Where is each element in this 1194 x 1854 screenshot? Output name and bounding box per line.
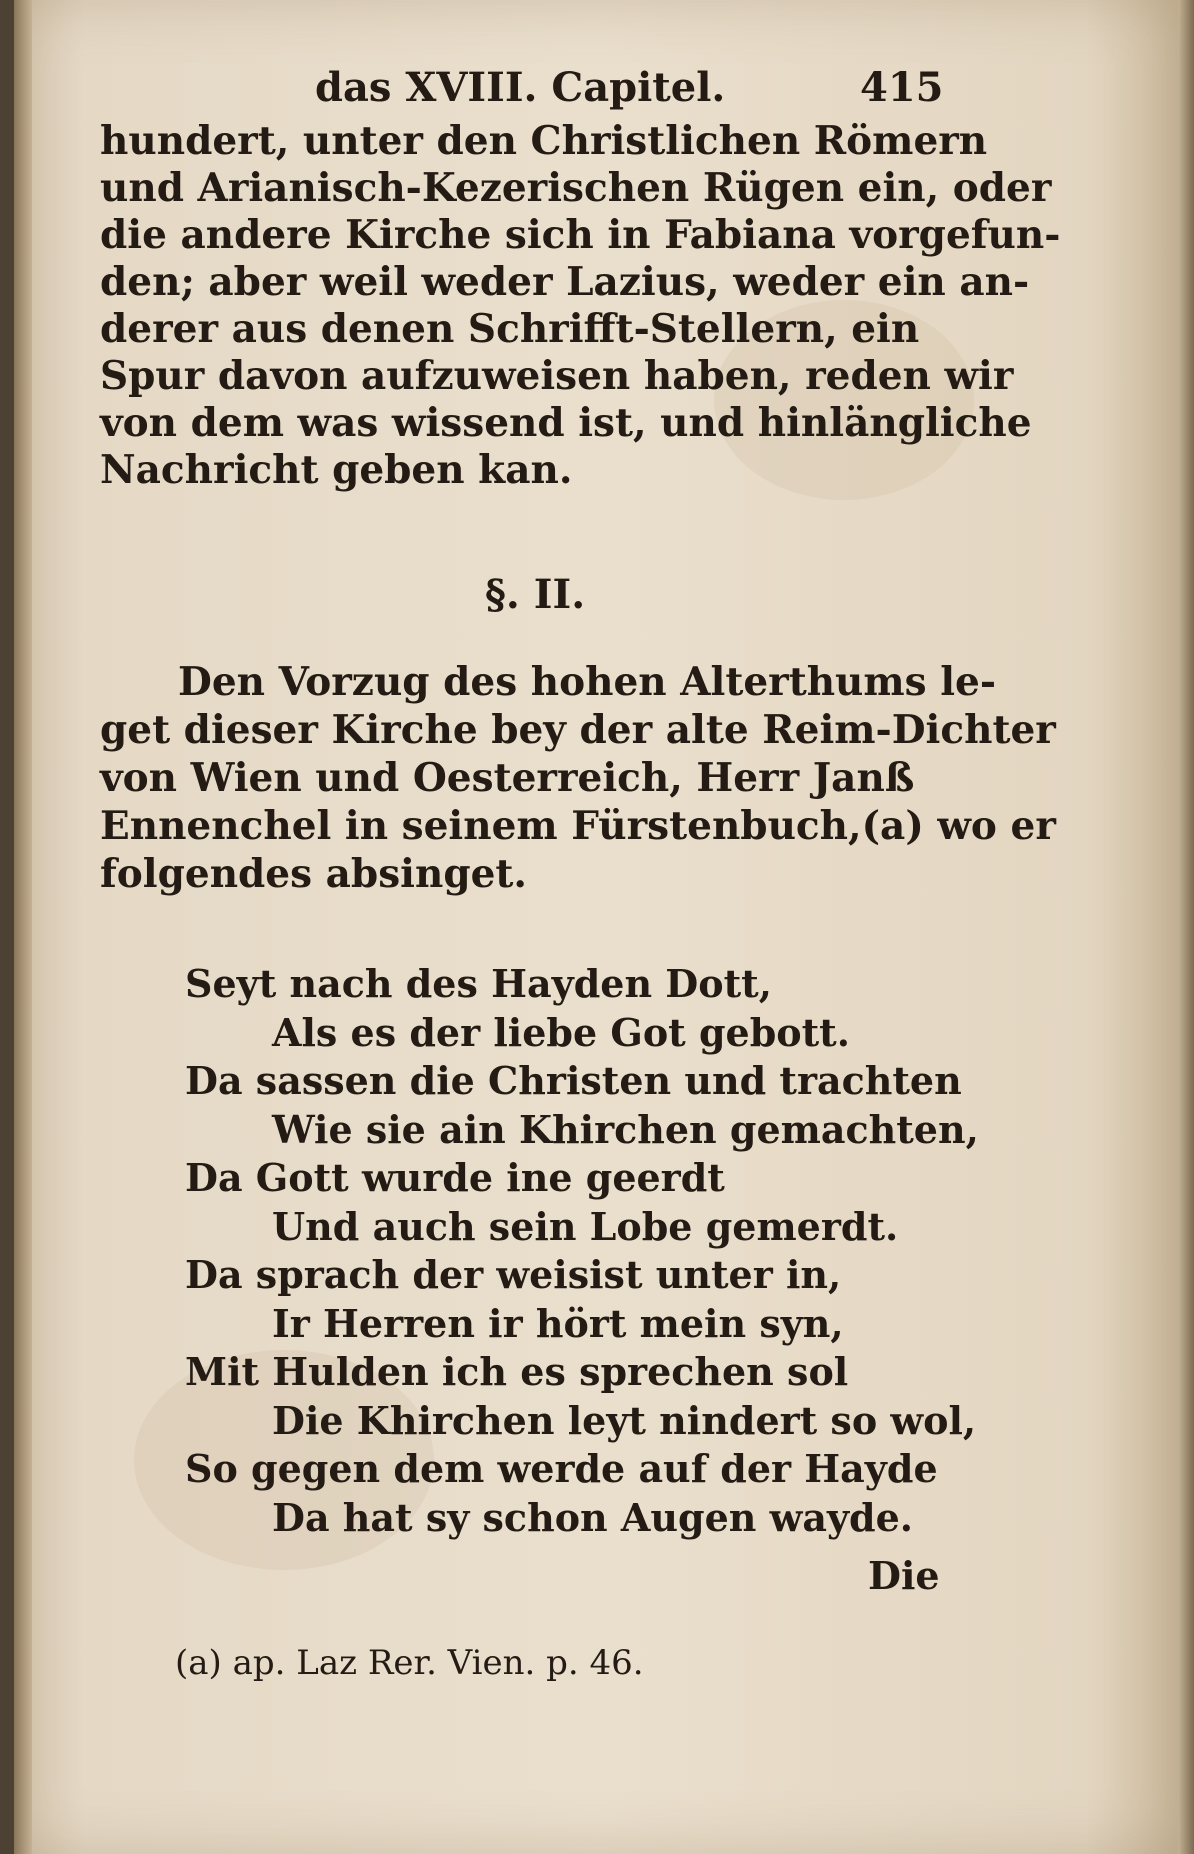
text-line: Nachricht geben kan. bbox=[100, 447, 573, 493]
page-right-edge bbox=[1178, 0, 1194, 1854]
verse-line: Ir Herren ir hört mein syn, bbox=[272, 1300, 844, 1346]
text-line: von dem was wissend ist, und hinlängliche bbox=[100, 400, 1032, 446]
verse-line: Wie sie ain Khirchen gemachten, bbox=[272, 1106, 979, 1152]
text-line: get dieser Kirche bey der alte Reim-Dichter bbox=[100, 707, 1056, 753]
book-spine-edge bbox=[14, 0, 32, 1854]
chapter-title: das XVIII. Capitel. bbox=[315, 64, 726, 111]
text-line: die andere Kirche sich in Fabiana vorgefun- bbox=[100, 212, 1061, 258]
catchword: Die bbox=[868, 1553, 940, 1598]
paragraph-section-two bbox=[100, 658, 1056, 898]
text-line: und Arianisch-Kezerischen Rügen ein, oder bbox=[100, 165, 1052, 211]
footnote: (a) ap. Laz Rer. Vien. p. 46. bbox=[175, 1643, 644, 1683]
verse-block bbox=[185, 960, 1025, 1542]
paragraph-continued bbox=[100, 118, 1061, 494]
text-line: Spur davon aufzuweisen haben, reden wir bbox=[100, 353, 1014, 399]
verse-line: Als es der liebe Got gebott. bbox=[272, 1009, 850, 1055]
verse-line: Mit Hulden ich es sprechen sol bbox=[185, 1349, 849, 1394]
verse-line: Da Gott wurde ine geerdt bbox=[185, 1155, 725, 1200]
verse-line: Da hat sy schon Augen wayde. bbox=[272, 1494, 914, 1540]
text-line: von Wien und Oesterreich, Herr Janß bbox=[100, 755, 915, 801]
verse-line: Da sassen die Christen und trachten bbox=[185, 1058, 962, 1103]
verse-line: Die Khirchen leyt nindert so wol, bbox=[272, 1397, 977, 1443]
text-line: hundert, unter den Christlichen Römern bbox=[100, 118, 988, 164]
running-header bbox=[315, 58, 944, 118]
verse-line: Und auch sein Lobe gemerdt. bbox=[272, 1203, 899, 1249]
text-line: Ennenchel in seinem Fürstenbuch,(a) wo er bbox=[100, 803, 1056, 849]
page-number: 415 bbox=[860, 64, 944, 111]
verse-line: So gegen dem werde auf der Hayde bbox=[185, 1446, 938, 1491]
text-line: Den Vorzug des hohen Alterthums le- bbox=[178, 659, 997, 705]
text-line: folgendes absinget. bbox=[100, 851, 528, 897]
section-heading: §. II. bbox=[485, 571, 586, 618]
verse-line: Da sprach der weisist unter in, bbox=[185, 1252, 842, 1297]
text-line: derer aus denen Schrifft-Stellern, ein bbox=[100, 306, 920, 352]
text-line: den; aber weil weder Lazius, weder ein an- bbox=[100, 259, 1030, 305]
verse-line: Seyt nach des Hayden Dott, bbox=[185, 961, 772, 1006]
